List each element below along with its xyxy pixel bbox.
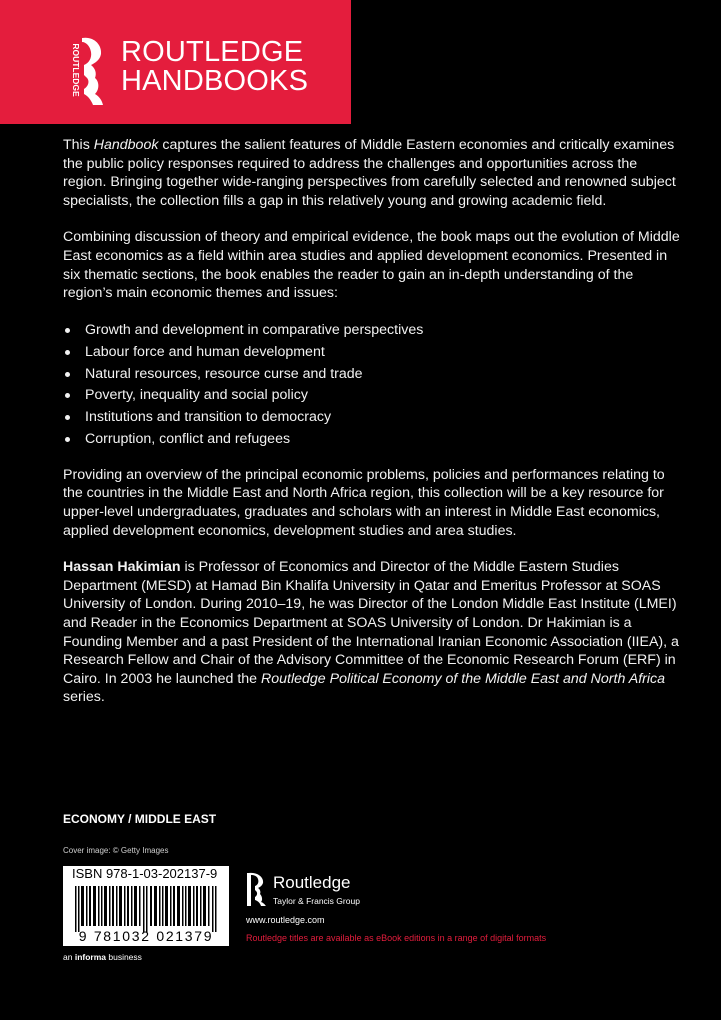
theme-item: Growth and development in comparative perspectives xyxy=(63,321,683,340)
series-title-line-2: HANDBOOKS xyxy=(121,65,309,97)
publisher-website[interactable]: www.routledge.com xyxy=(246,915,325,925)
subject-category: ECONOMY / MIDDLE EAST xyxy=(63,812,217,826)
barcode-box xyxy=(63,866,229,946)
author-name: Hassan Hakimian xyxy=(63,559,181,576)
isbn-label: ISBN 978-1-03-202137-9 xyxy=(72,866,218,881)
series-banner xyxy=(0,0,351,124)
theme-item: Institutions and transition to democracy xyxy=(63,408,683,427)
back-cover-text xyxy=(63,136,683,725)
series-title xyxy=(121,38,308,96)
blurb-paragraph-1: This Handbook captures the salient features of Middle Eastern economies and critically examines the public policy responses required to address the challenges and opportunities across the region. Bringing together wide-ranging perspectives from carefully selected and renowned subject specialists, the collection fills a gap in this relatively young and growing academic field. xyxy=(63,137,676,209)
cover-image-credit: Cover image: © Getty Images xyxy=(63,846,169,855)
author-bio: Hassan Hakimian is Professor of Economics and Director of the Middle Eastern Studies Department (MESD) at Hamad Bin Khalifa University in Qatar and Emeritus Professor at SOAS University of London. During 2010–19, he was Director of the London Middle East Institute (LMEI) and Reader in the Economics Department at SOAS University of London. Dr Hakimian is a Founding Member and a past President of the International Iranian Economic Association (IIEA), a Research Fellow and Chair of the Advisory Committee of the Economic Research Forum (ERF) in Cairo. In 2003 he launched the Routledge Political Economy of the Middle East and North Africa series. xyxy=(63,559,679,706)
barcode-digits: 9 781032 021379 xyxy=(78,928,214,944)
ebook-availability-note: Routledge titles are available as eBook editions in a range of digital formats xyxy=(246,933,547,943)
routledge-publisher-logo-icon xyxy=(246,872,268,906)
informa-brand: informa xyxy=(74,952,106,962)
publisher-group: Taylor & Francis Group xyxy=(273,896,360,906)
theme-item: Natural resources, resource curse and trade xyxy=(63,365,683,384)
handbook-emphasis: Handbook xyxy=(93,137,159,153)
themes-list xyxy=(63,321,683,449)
theme-item: Poverty, inequality and social policy xyxy=(63,386,683,405)
publisher-name: Routledge xyxy=(273,873,351,892)
theme-item: Labour force and human development xyxy=(63,343,683,362)
barcode-icon xyxy=(67,886,225,932)
informa-business: an informa business xyxy=(63,952,142,962)
series-title-line-1: ROUTLEDGE xyxy=(121,36,304,68)
blurb-paragraph-2: Combining discussion of theory and empirical evidence, the book maps out the evolution of Middle East economics as a field within area studies and applied development economics. Presented in six thematic sections, the book enables the reader to gain an in-depth understanding of the region’s main economic themes and issues: xyxy=(63,229,680,302)
logo-vertical-text: ROUTLEDGE xyxy=(71,43,81,97)
routledge-logo-icon xyxy=(60,34,106,106)
blurb-paragraph-3: Providing an overview of the principal economic problems, policies and performances relating to the countries in the Middle East and North Africa region, this collection will be a key resource for upper-level undergraduates, graduates and scholars with an interest in Middle East economics, applied development economics, development studies and area studies. xyxy=(63,466,665,539)
theme-item: Corruption, conflict and refugees xyxy=(63,430,683,449)
series-emphasis: Routledge Political Economy of the Middle East and North Africa xyxy=(260,670,666,687)
